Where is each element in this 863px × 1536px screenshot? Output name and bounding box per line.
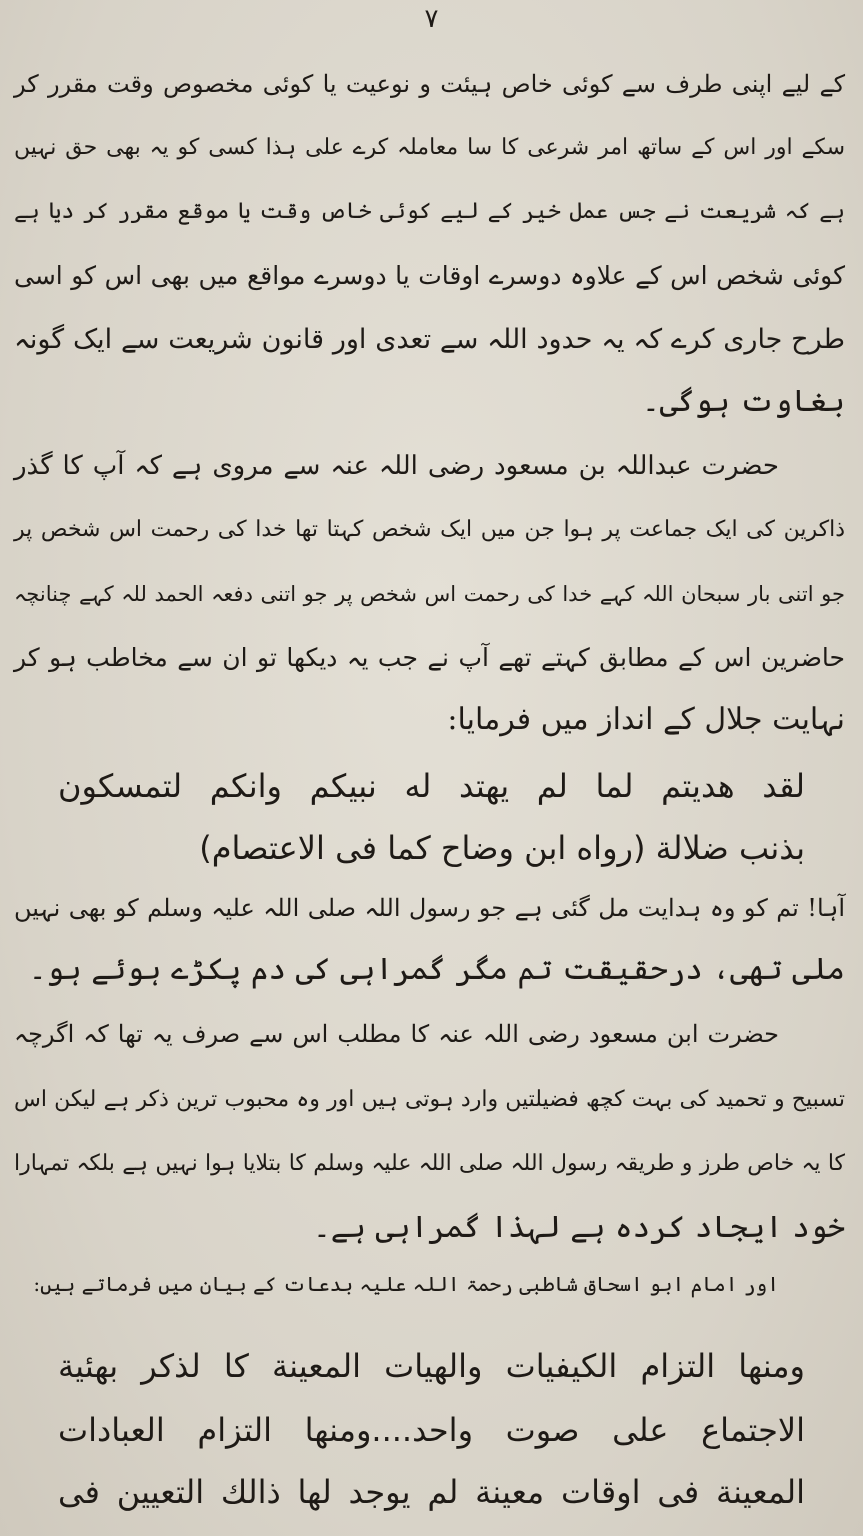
- page-number: ۷: [424, 4, 439, 34]
- paragraph-start-line: حضرت عبداللہ بن مسعود رضی اللہ عنہ سے مروی ہے کہ آپ کا گذر: [14, 451, 779, 481]
- text-line: کا یہ خاص طرز و طریقہ رسول اللہ صلی اللہ علیہ وسلم کا بتلایا ہوا نہیں ہے بلکہ تمہارا: [14, 1151, 845, 1176]
- text-line: ملی تھی، درحقیقت تم مگر گمراہی کی دم پکڑے ہوئے ہو۔: [28, 952, 845, 987]
- arabic-quote-line: بذنب ضلالة (رواه ابن وضاح كما فى الاعتصام): [199, 829, 805, 867]
- paragraph-start-line: حضرت ابن مسعود رضی اللہ عنہ کا مطلب اس سے صرف یہ تھا کہ اگرچہ: [14, 1020, 779, 1048]
- text-line: حاضرین اس کے مطابق کہتے تھے آپ نے جب یہ دیکھا تو ان سے مخاطب ہو کر: [14, 643, 845, 672]
- text-line: کے لیے اپنی طرف سے کوئی خاص ہیئت و نوعیت یا کوئی مخصوص وقت مقرر کر: [14, 70, 845, 98]
- text-line: نہایت جلال کے انداز میں فرمایا:: [447, 702, 845, 737]
- paragraph-start-line: اور امام ابو اسحاق شاطبی رحمۃ اللہ علیہ بدعات کے بیان میں فرماتے ہیں:: [33, 1272, 779, 1296]
- text-line: آہا! تم کو وہ ہدایت مل گئی ہے جو رسول اللہ صلی اللہ علیہ وسلم کو بھی نہیں: [14, 894, 845, 922]
- text-line: کوئی شخص اس کے علاوہ دوسرے اوقات یا دوسرے مواقع میں بھی اس کو اسی: [14, 261, 845, 290]
- text-line: خود ایجاد کردہ ہے لہذا گمراہی ہے۔: [313, 1210, 845, 1245]
- text-line: تسبیح و تحمید کی بہت کچھ فضیلتیں وارد ہوتی ہیں اور وہ محبوب ترین ذکر ہے لیکن اس: [14, 1087, 845, 1112]
- text-line: سکے اور اس کے ساتھ امر شرعی کا سا معاملہ کرے علی ہذا کسی کو یہ بھی حق نہیں: [14, 135, 845, 160]
- text-line: بغاوت ہوگی۔: [642, 384, 845, 419]
- arabic-quote-line: الاجتماع على صوت واحد....ومنها التزام العبادات: [58, 1411, 805, 1449]
- arabic-quote-line: لقد هديتم لما لم يهتد له نبيكم وانكم لتمسكون: [58, 767, 805, 805]
- text-line: ہے کہ شریعت نے جس عمل خیر کے لیے کوئی خاص وقت یا موقع مقرر کر دیا ہے: [14, 199, 845, 224]
- text-line: جو اتنی بار سبحان اللہ کہے خدا کی رحمت اس شخص پر جو اتنی دفعہ الحمد للہ کہے چنانچہ: [14, 582, 845, 606]
- arabic-quote-line: ومنها التزام الكيفيات والهيات المعينة كا لذكر بهئية: [58, 1347, 805, 1385]
- arabic-quote-line: المعينة فى اوقات معينة لم يوجد لها ذالك التعيين فى: [58, 1473, 805, 1511]
- text-line: طرح جاری کرے کہ یہ حدود اللہ سے تعدی اور قانون شریعت سے ایک گونہ: [14, 324, 845, 355]
- text-line: ذاکرین کی ایک جماعت پر ہوا جن میں ایک شخص کہتا تھا خدا کی رحمت اس شخص پر: [14, 517, 845, 542]
